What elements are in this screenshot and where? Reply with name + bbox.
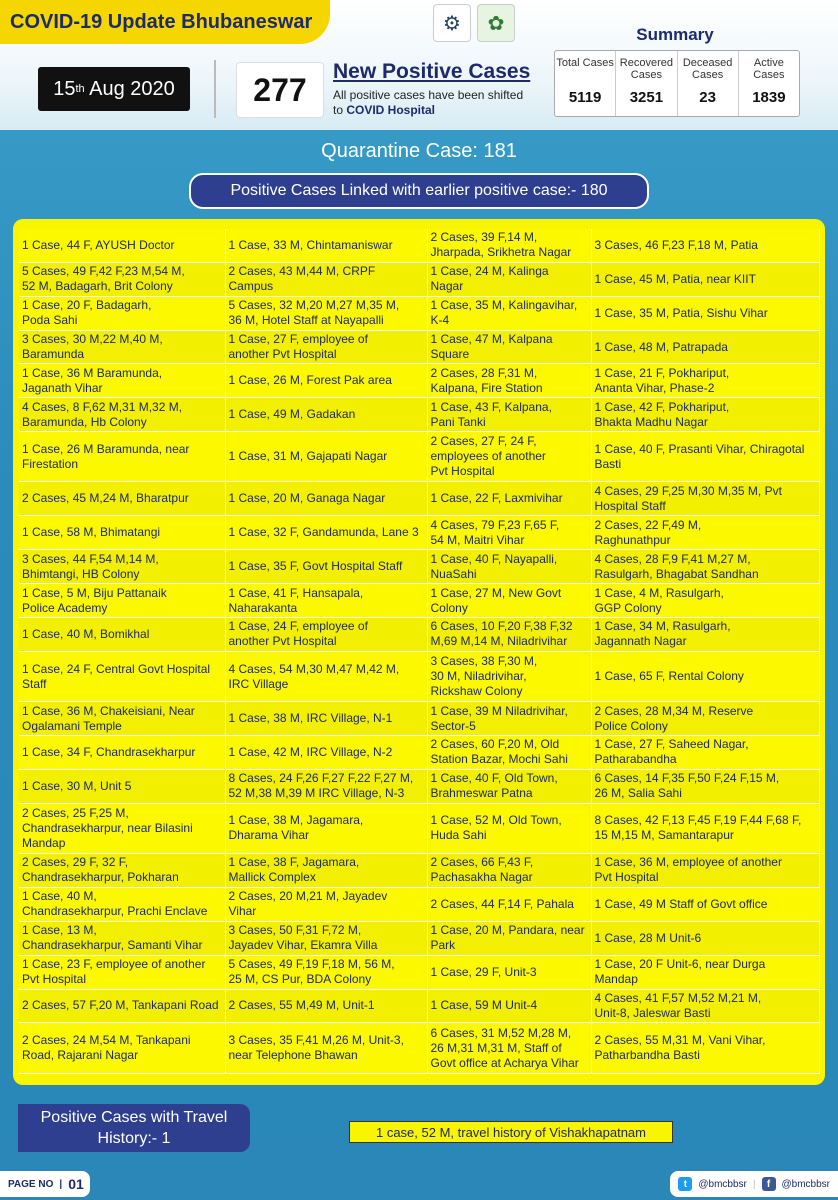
table-cell: 1 Case, 13 M, Chandrasekharpur, Samanti Vihar [19, 921, 225, 955]
table-cell: 1 Case, 24 F, Central Govt Hospital Staff [19, 651, 225, 701]
cases-table [19, 229, 820, 1074]
summary-label: Active Cases [753, 57, 785, 81]
table-cell: 2 Cases, 55 M,31 M, Vani Vihar, Patharbandha Basti [591, 1023, 819, 1074]
table-cell: 2 Cases, 57 F,20 M, Tankapani Road [19, 989, 225, 1023]
table-cell: 1 Case, 43 F, Kalpana, Pani Tanki [427, 398, 591, 432]
table-cell: 1 Case, 20 M, Ganaga Nagar [225, 482, 427, 516]
table-cell: 2 Cases, 43 M,44 M, CRPF Campus [225, 262, 427, 296]
table-cell: 1 Case, 33 M, Chintamaniswar [225, 229, 427, 262]
table-cell: 4 Cases, 29 F,25 M,30 M,35 M, Pvt Hospital Staff [591, 482, 819, 516]
table-cell: 2 Cases, 55 M,49 M, Unit-1 [225, 989, 427, 1023]
table-cell: 5 Cases, 49 F,42 F,23 M,54 M, 52 M, Badagarh, Brit Colony [19, 262, 225, 296]
table-cell: 1 Case, 32 F, Gandamunda, Lane 3 [225, 516, 427, 550]
table-cell: 6 Cases, 14 F,35 F,50 F,24 F,15 M, 26 M, Salia Sahi [591, 769, 819, 803]
table-cell: 8 Cases, 42 F,13 F,45 F,19 F,44 F,68 F, 15 M,15 M, Samantarapur [591, 803, 819, 853]
table-cell: 1 Case, 20 F Unit-6, near Durga Mandap [591, 955, 819, 989]
divider [214, 60, 216, 118]
header [0, 0, 838, 130]
note-to: to [333, 103, 347, 117]
table-row [19, 516, 819, 550]
cases-table-panel [13, 219, 825, 1085]
table-cell: 1 Case, 20 F, Badagarh, Poda Sahi [19, 296, 225, 330]
table-cell: 1 Case, 40 M, Chandrasekharpur, Prachi Enclave [19, 887, 225, 921]
table-row [19, 921, 819, 955]
table-cell: 1 Case, 65 F, Rental Colony [591, 651, 819, 701]
table-row [19, 736, 819, 770]
twitter-handle: @bmcbbsr [698, 1178, 747, 1190]
summary-total [555, 51, 616, 116]
table-cell: 2 Cases, 25 F,25 M, Chandrasekharpur, near Bilasini Mandap [19, 803, 225, 853]
table-cell: 1 Case, 42 F, Pokhariput, Bhakta Madhu Nagar [591, 398, 819, 432]
table-cell: 1 Case, 42 M, IRC Village, N-2 [225, 736, 427, 770]
summary-deceased [678, 51, 739, 116]
separator: | [752, 1178, 756, 1190]
table-row [19, 229, 819, 262]
page-number-tab [0, 1171, 90, 1197]
table-cell: 1 Case, 49 M, Gadakan [225, 398, 427, 432]
table-cell: 1 Case, 27 M, New Govt Colony [427, 584, 591, 618]
table-cell: 3 Cases, 38 F,30 M, 30 M, Niladrivihar, Rickshaw Colony [427, 651, 591, 701]
table-cell: 1 Case, 40 F, Old Town, Brahmeswar Patna [427, 769, 591, 803]
table-cell: 4 Cases, 54 M,30 M,47 M,42 M, IRC Village [225, 651, 427, 701]
date-box [38, 67, 190, 111]
table-cell: 4 Cases, 8 F,62 M,31 M,32 M, Baramunda, Hb Colony [19, 398, 225, 432]
table-cell: 1 Case, 40 M, Bomikhal [19, 617, 225, 651]
table-cell: 1 Case, 35 M, Patia, Sishu Vihar [591, 296, 819, 330]
table-cell: 2 Cases, 29 F, 32 F, Chandrasekharpur, Pokharan [19, 854, 225, 888]
table-row [19, 330, 819, 364]
table-cell: 2 Cases, 44 F,14 F, Pahala [427, 887, 591, 921]
table-cell: 2 Cases, 22 F,49 M, Raghunathpur [591, 516, 819, 550]
table-cell: 1 Case, 24 M, Kalinga Nagar [427, 262, 591, 296]
table-cell: 4 Cases, 28 F,9 F,41 M,27 M, Rasulgarh, Bhagabat Sandhan [591, 550, 819, 584]
table-cell: 2 Cases, 45 M,24 M, Bharatpur [19, 482, 225, 516]
hospital-note [333, 88, 530, 118]
table-cell: 1 Case, 44 F, AYUSH Doctor [19, 229, 225, 262]
table-cell: 2 Cases, 28 M,34 M, Reserve Police Colony [591, 702, 819, 736]
table-row [19, 262, 819, 296]
table-row [19, 887, 819, 921]
summary-recovered [616, 51, 677, 116]
table-cell: 1 Case, 36 M, employee of another Pvt Hospital [591, 854, 819, 888]
table-cell: 1 Case, 26 M Baramunda, near Firestation [19, 432, 225, 482]
table-row [19, 769, 819, 803]
summary-label: Deceased Cases [682, 57, 733, 81]
travel-history-detail: 1 case, 52 M, travel history of Vishakhapatnam [349, 1121, 673, 1143]
summary-label: Total Cases [556, 57, 614, 69]
table-row [19, 398, 819, 432]
table-cell: 1 Case, 31 M, Gajapati Nagar [225, 432, 427, 482]
social-handles [670, 1171, 838, 1197]
linked-cases-heading: Positive Cases Linked with earlier positive case:- 180 [189, 173, 649, 209]
table-cell: 1 Case, 5 M, Biju Pattanaik Police Academy [19, 584, 225, 618]
table-cell: 1 Case, 35 F, Govt Hospital Staff [225, 550, 427, 584]
table-cell: 2 Cases, 24 M,54 M, Tankapani Road, Rajarani Nagar [19, 1023, 225, 1074]
table-cell: 8 Cases, 24 F,26 F,27 F,22 F,27 M, 52 M,38 M,39 M IRC Village, N-3 [225, 769, 427, 803]
table-cell: 2 Cases, 60 F,20 M, Old Station Bazar, Mochi Sahi [427, 736, 591, 770]
table-cell: 1 Case, 23 F, employee of another Pvt Hospital [19, 955, 225, 989]
table-row [19, 296, 819, 330]
table-cell: 1 Case, 38 M, Jagamara, Dharama Vihar [225, 803, 427, 853]
table-cell: 1 Case, 30 M, Unit 5 [19, 769, 225, 803]
table-row [19, 989, 819, 1023]
table-cell: 6 Cases, 10 F,20 F,38 F,32 M,69 M,14 M, Niladrivihar [427, 617, 591, 651]
table-cell: 1 Case, 38 F, Jagamara, Mallick Complex [225, 854, 427, 888]
table-cell: 1 Case, 59 M Unit-4 [427, 989, 591, 1023]
footer [0, 1169, 838, 1200]
table-cell: 3 Cases, 44 F,54 M,14 M, Bhimtangi, HB Colony [19, 550, 225, 584]
table-cell: 1 Case, 22 F, Laxmivihar [427, 482, 591, 516]
table-cell: 1 Case, 45 M, Patia, near KIIT [591, 262, 819, 296]
new-cases-count: 277 [236, 62, 324, 118]
table-cell: 1 Case, 41 F, Hansapala, Naharakanta [225, 584, 427, 618]
table-cell: 1 Case, 58 M, Bhimatangi [19, 516, 225, 550]
summary-panel [554, 50, 800, 117]
facebook-handle: @bmcbbsr [781, 1178, 830, 1190]
new-cases-label: New Positive Cases [333, 60, 531, 83]
note-line1: All positive cases have been shifted [333, 88, 524, 102]
table-cell: 2 Cases, 20 M,21 M, Jayadev Vihar [225, 887, 427, 921]
table-row [19, 584, 819, 618]
page-separator: | [59, 1178, 63, 1190]
table-cell: 1 Case, 20 M, Pandara, near Park [427, 921, 591, 955]
table-cell: 1 Case, 36 M, Chakeisiani, Near Ogalamani Temple [19, 702, 225, 736]
table-cell: 6 Cases, 31 M,52 M,28 M, 26 M,31 M,31 M, Staff of Govt office at Acharya Vihar [427, 1023, 591, 1074]
page-label: PAGE NO [8, 1178, 54, 1190]
page-title: COVID-19 Update Bhubaneswar [10, 10, 313, 33]
title-tab [0, 0, 330, 44]
summary-value: 5119 [568, 89, 602, 106]
table-cell: 1 Case, 34 M, Rasulgarh, Jagannath Nagar [591, 617, 819, 651]
travel-history-heading: Positive Cases with Travel History:- 1 [18, 1104, 250, 1152]
table-cell: 1 Case, 48 M, Patrapada [591, 330, 819, 364]
table-row [19, 617, 819, 651]
facebook-icon: f [762, 1177, 776, 1191]
table-row [19, 955, 819, 989]
date-day: 15 [53, 77, 76, 100]
table-cell: 2 Cases, 27 F, 24 F, employees of another Pvt Hospital [427, 432, 591, 482]
table-cell: 3 Cases, 30 M,22 M,40 M, Baramunda [19, 330, 225, 364]
table-cell: 1 Case, 39 M Niladrivihar, Sector-5 [427, 702, 591, 736]
summary-value: 1839 [752, 89, 786, 106]
table-cell: 1 Case, 49 M Staff of Govt office [591, 887, 819, 921]
table-cell: 1 Case, 27 F, employee of another Pvt Hospital [225, 330, 427, 364]
quarantine-count: Quarantine Case: 181 [321, 140, 517, 162]
logos [433, 4, 515, 42]
government-emblem-icon: ⚙ [433, 4, 471, 42]
table-cell: 1 Case, 35 M, Kalingavihar, K-4 [427, 296, 591, 330]
table-row [19, 432, 819, 482]
table-cell: 2 Cases, 28 F,31 M, Kalpana, Fire Station [427, 364, 591, 398]
table-cell: 1 Case, 52 M, Old Town, Huda Sahi [427, 803, 591, 853]
table-cell: 4 Cases, 79 F,23 F,65 F, 54 M, Maitri Vihar [427, 516, 591, 550]
table-cell: 1 Case, 29 F, Unit-3 [427, 955, 591, 989]
municipal-logo-icon: ✿ [477, 4, 515, 42]
date-suffix: th [75, 83, 85, 95]
summary-label: Recovered Cases [619, 57, 673, 81]
table-cell: 2 Cases, 39 F,14 M, Jharpada, Srikhetra Nagar [427, 229, 591, 262]
table-cell: 1 Case, 40 F, Prasanti Vihar, Chiragotal Basti [591, 432, 819, 482]
table-cell: 5 Cases, 32 M,20 M,27 M,35 M, 36 M, Hotel Staff at Nayapalli [225, 296, 427, 330]
table-cell: 2 Cases, 66 F,43 F, Pachasakha Nagar [427, 854, 591, 888]
table-row [19, 550, 819, 584]
table-cell: 3 Cases, 35 F,41 M,26 M, Unit-3, near Telephone Bhawan [225, 1023, 427, 1074]
twitter-icon: t [678, 1177, 692, 1191]
table-row [19, 1023, 819, 1074]
table-row [19, 854, 819, 888]
table-row [19, 364, 819, 398]
table-cell: 3 Cases, 46 F,23 F,18 M, Patia [591, 229, 819, 262]
table-cell: 1 Case, 27 F, Saheed Nagar, Patharabandha [591, 736, 819, 770]
date-rest: Aug 2020 [84, 77, 175, 100]
new-cases-block [333, 60, 530, 118]
table-row [19, 803, 819, 853]
table-row [19, 702, 819, 736]
table-cell: 1 Case, 38 M, IRC Village, N-1 [225, 702, 427, 736]
note-bold: COVID Hospital [346, 103, 436, 117]
table-cell: 1 Case, 40 F, Nayapalli, NuaSahi [427, 550, 591, 584]
summary-active [739, 51, 799, 116]
table-cell: 3 Cases, 50 F,31 F,72 M, Jayadev Vihar, Ekamra Villa [225, 921, 427, 955]
table-row [19, 482, 819, 516]
summary-value: 3251 [629, 89, 664, 106]
page-number: 01 [68, 1176, 84, 1192]
summary-value: 23 [699, 89, 716, 106]
table-cell: 5 Cases, 49 F,19 F,18 M, 56 M, 25 M, CS Pur, BDA Colony [225, 955, 427, 989]
table-cell: 1 Case, 28 M Unit-6 [591, 921, 819, 955]
table-cell: 1 Case, 4 M, Rasulgarh, GGP Colony [591, 584, 819, 618]
table-cell: 1 Case, 47 M, Kalpana Square [427, 330, 591, 364]
summary-title: Summary [636, 25, 714, 44]
table-cell: 1 Case, 36 M Baramunda, Jaganath Vihar [19, 364, 225, 398]
table-row [19, 651, 819, 701]
table-cell: 1 Case, 26 M, Forest Pak area [225, 364, 427, 398]
table-cell: 1 Case, 34 F, Chandrasekharpur [19, 736, 225, 770]
table-cell: 1 Case, 21 F, Pokhariput, Ananta Vihar, Phase-2 [591, 364, 819, 398]
table-cell: 1 Case, 24 F, employee of another Pvt Hospital [225, 617, 427, 651]
table-cell: 4 Cases, 41 F,57 M,52 M,21 M, Unit-8, Jaleswar Basti [591, 989, 819, 1023]
